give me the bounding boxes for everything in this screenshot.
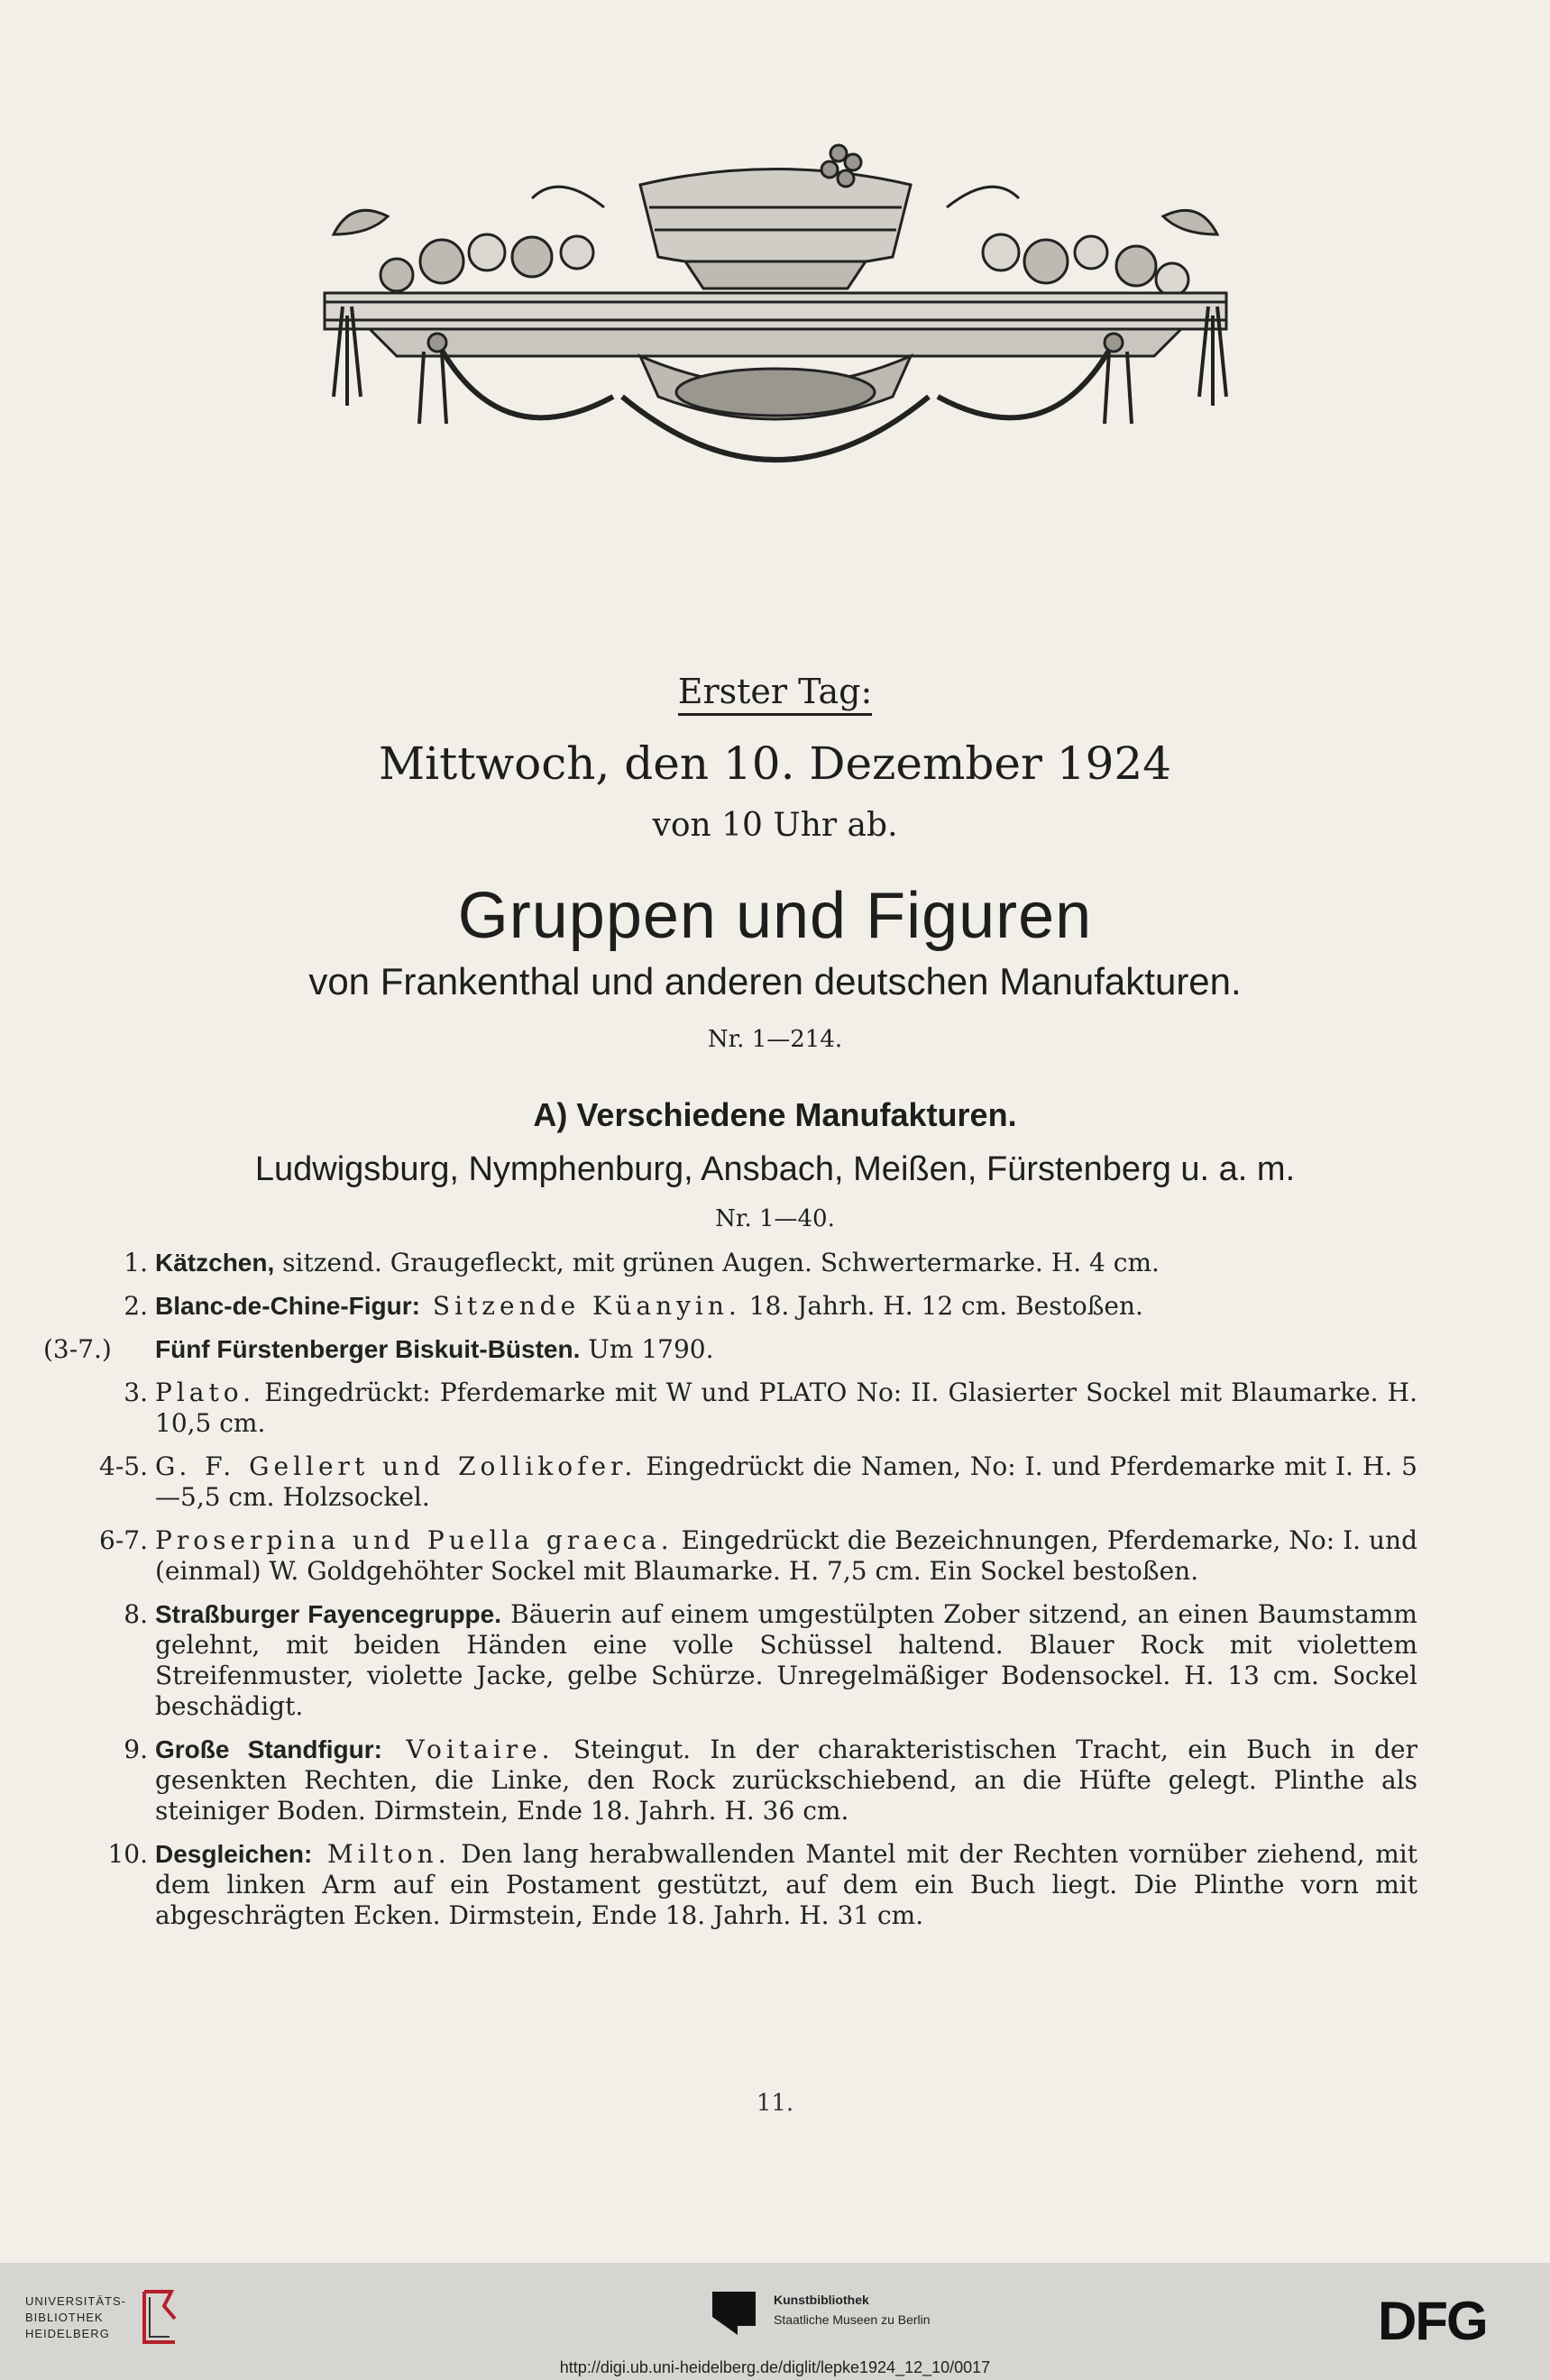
entry-number: 6-7. — [99, 1525, 148, 1555]
catalog-entry — [124, 1248, 1417, 1278]
catalog-entry — [99, 1525, 1417, 1587]
entry-text: Eingedrückt: Pferdemarke mit W und PLATO No: II. Glasierter Sockel mit Blaumarke. H. 10,5 cm. — [155, 1378, 1417, 1438]
kunstbibliothek-sub: Staatliche Museen zu Berlin — [774, 2312, 931, 2327]
entry-number: 9. — [124, 1735, 148, 1764]
kunstbibliothek-label — [774, 2290, 931, 2330]
catalog-entry — [43, 1334, 1417, 1365]
entry-bold: Blanc-de-Chine-Figur: — [155, 1292, 420, 1320]
catalog-entry — [99, 1451, 1418, 1513]
section-title: A) Verschiedene Manufakturen. — [533, 1096, 1017, 1133]
entry-number: 10. — [107, 1839, 148, 1869]
university-line: BIBLIOTHEK — [25, 2311, 104, 2324]
main-subtitle: von Frankenthal und anderen deutschen Manufakturen. — [308, 960, 1242, 1002]
university-mark-icon — [137, 2288, 182, 2346]
entry-text: sitzend. Graugefleckt, mit grünen Augen. Schwertermarke. H. 4 cm. — [274, 1248, 1160, 1277]
section-range: Nr. 1—40. — [715, 1205, 835, 1232]
lot-range: Nr. 1—214. — [707, 1026, 843, 1053]
entry-text: Um 1790. — [580, 1334, 714, 1364]
day-heading: Erster Tag: — [0, 672, 1550, 711]
main-title: Gruppen und Figuren — [457, 880, 1093, 952]
dfg-logo[interactable]: DFG — [1378, 2291, 1487, 2351]
entry-spaced: Milton. — [312, 1839, 451, 1869]
entry-text: Eingedrückt die Namen, No: I. und Pferdemarke mit I. H. 5—5,5 cm. Holzsockel. — [155, 1451, 1418, 1512]
viewer-footer — [0, 2263, 1550, 2380]
catalog-entry — [107, 1839, 1417, 1931]
entry-spaced: Plato. — [155, 1378, 256, 1407]
entry-spaced: Proserpina und Puella graeca. — [155, 1525, 674, 1555]
section-places: Ludwigsburg, Nymphenburg, Ansbach, Meißen, Fürstenberg u. a. m. — [254, 1150, 1296, 1188]
time-heading: von 10 Uhr ab. — [652, 807, 898, 844]
entry-number: 8. — [124, 1599, 148, 1629]
catalog-entry — [124, 1378, 1417, 1439]
entry-text: Den lang herabwallenden Mantel mit der Rechten vornüber ziehend, mit dem linken Arm auf ein Postament gestützt, auf dem ein Buch liegt. Die Plinthe vorn mit abgeschrägten Ecken. Dirmstein, Ende 18. Jahrh. H. 31 cm. — [155, 1839, 1417, 1930]
kunstbibliothek-logo-icon[interactable] — [711, 2290, 757, 2337]
university-library-logo[interactable] — [25, 2293, 126, 2342]
entry-number: 1. — [124, 1248, 148, 1277]
catalog-entry — [124, 1735, 1418, 1826]
entry-spaced: Voitaire. — [382, 1735, 555, 1764]
entry-bold: Kätzchen, — [155, 1249, 275, 1277]
entry-bold: Desgleichen: — [155, 1840, 313, 1868]
entry-bold: Straßburger Fayencegruppe. — [155, 1600, 502, 1628]
entry-text: Eingedrückt die Bezeichnungen, Pferdemarke, No: I. und (einmal) W. Goldgehöhter Sockel mit Blaumarke. H. 7,5 cm. Ein Sockel bestoßen. — [155, 1525, 1417, 1586]
entry-number: 3. — [124, 1378, 148, 1407]
entry-bold: Fünf Fürstenberger Biskuit-Büsten. — [155, 1335, 581, 1363]
permalink-url[interactable]: http://digi.ub.uni-heidelberg.de/diglit/lepke1924_12_10/0017 — [559, 2358, 991, 2376]
entry-number: 4-5. — [99, 1451, 148, 1481]
entry-text: Bäuerin auf einem umgestülpten Zober sitzend, an einen Baumstamm gelehnt, mit beiden Händen eine volle Schüssel haltend. Blauer Rock mit violettem Streifenmuster, violette Jacke, gelbe Schürze. Unregelmäßiger Bodensockel. H. 13 cm. Sockel beschädigt. — [155, 1599, 1417, 1721]
date-heading: Mittwoch, den 10. Dezember 1924 — [378, 737, 1172, 790]
entry-number: 2. — [124, 1291, 148, 1321]
fruit-basket-vignette-icon — [261, 99, 1289, 523]
entry-spaced: G. F. Gellert und Zollikofer. — [155, 1451, 637, 1481]
catalog-entries — [0, 1248, 1550, 1944]
university-line: UNIVERSITÄTS- — [25, 2294, 126, 2308]
entry-number: (3-7.) — [43, 1334, 112, 1364]
kunstbibliothek-name: Kunstbibliothek — [774, 2293, 869, 2307]
university-line: HEIDELBERG — [25, 2327, 110, 2340]
catalog-entry — [124, 1291, 1417, 1322]
entry-text: Steingut. In der charakteristischen Tracht, ein Buch in der gesenkten Rechten, die Linke, den Rock zurückschiebend, an die Hüfte gelegt. Plinthe als steiniger Boden. Dirmstein, Ende 18. Jahrh. H. 36 cm. — [155, 1735, 1418, 1826]
catalog-entry — [124, 1599, 1417, 1722]
entry-text: 18. Jahrh. H. 12 cm. Bestoßen. — [740, 1291, 1143, 1321]
page-number: 11. — [756, 2090, 794, 2117]
entry-bold: Große Standfigur: — [155, 1735, 382, 1763]
entry-spaced: Sitzende Küanyin. — [420, 1291, 741, 1321]
